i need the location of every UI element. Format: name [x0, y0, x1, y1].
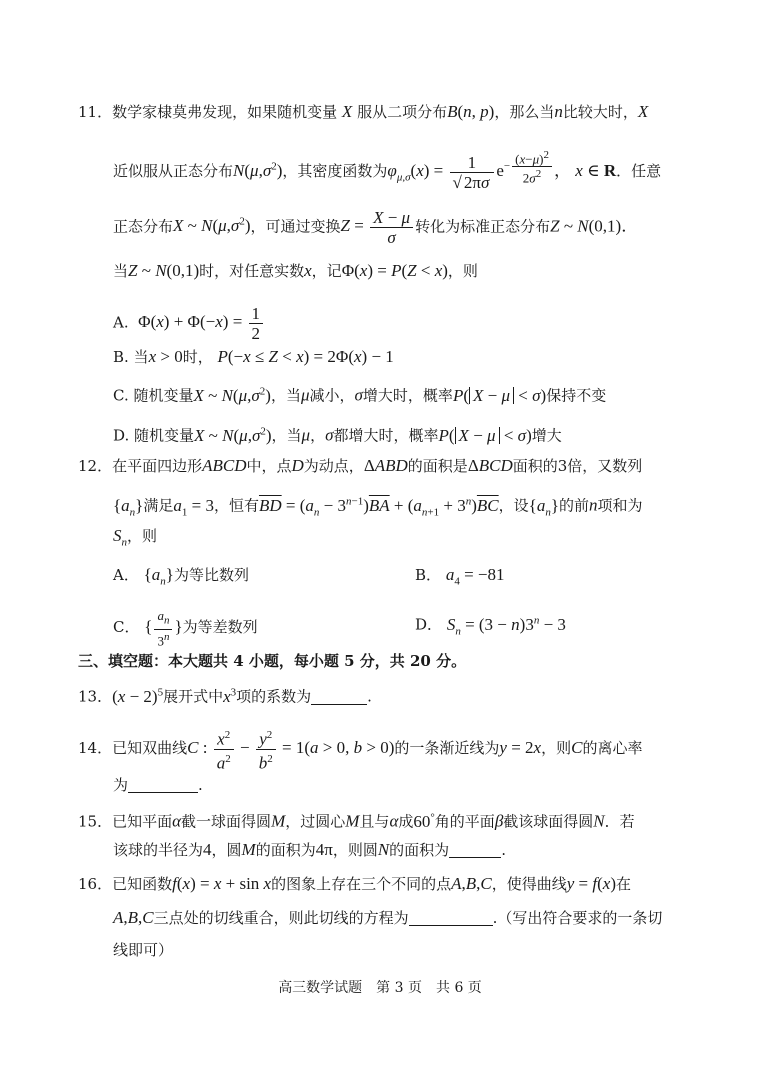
q13-line: 13．$(x - 2)^5$展开式中$x^3$项的系数为 .	[78, 686, 372, 706]
section-heading-fill-in: 三、填空题：本大题共 4 小题，每小题 5 分，共 20 分。	[78, 652, 467, 670]
q16-line-1: 16．已知函数f(x) = x + sin x的图象上存在三个不同的点A,B,C，使得曲线y = f(x)在	[78, 874, 632, 893]
q11-line-1: 11．数学家棣莫弗发现，如果随机变量 X 服从二项分布B(n, p)，那么当n比较大时，X	[78, 102, 649, 121]
q12-option-c: C． { $\frac{a_n}{3^n}$ }为等差数列	[113, 608, 258, 648]
q16-line-2: A,B,C三点处的切线重合，则此切线的方程为 .（写出符合要求的一条切	[113, 908, 663, 927]
q12-line-1: 12．在平面四边形ABCD中，点D为动点，ΔABD的面积是ΔBCD面积的3倍，又数列	[78, 456, 643, 475]
q12-option-a: A． $\{a_n\}$为等比数列	[113, 565, 249, 588]
q13-answer-blank[interactable]	[311, 688, 367, 705]
q16-answer-blank[interactable]	[409, 909, 493, 926]
q14-number: 14．	[78, 739, 113, 758]
q15-line-2: 该球的半径为4，圆M的面积为4π，则圆N的面积为 .	[113, 840, 506, 859]
q13-number: 13．	[78, 687, 113, 706]
q12-line-3: $S_n$，则	[113, 526, 158, 549]
q11-option-c: C. 随机变量X ~ $N(\mu,\sigma^2)$，当μ减小，σ增大时，概率P( X − μ < σ)保持不变	[113, 385, 607, 405]
page-footer: 高三数学试题 第 3 页 共 6 页	[278, 980, 482, 996]
q11-option-d: D. 随机变量X ~ $N(\mu,\sigma^2)$，当μ，σ都增大时，概率P( X − μ < σ)增大	[113, 425, 562, 445]
q12-option-b: B． $a_4 = -81$	[415, 565, 505, 588]
q15-line-1: 15．已知平面α截一球面得圆M，过圆心M且与α成60°角的平面β截该球面得圆N．若	[78, 811, 635, 831]
q15-number: 15．	[78, 812, 113, 831]
q11-option-a: A. Φ(x) + Φ(−x) = $\frac{1}{2}$	[113, 304, 265, 343]
q14-line-1: 14．已知双曲线C : $\frac{x^2}{a^2}$ − $\frac{y^2}{b^2}$ = 1(a > 0, b > 0)的一条渐近线为y = 2x，则C的离心率	[78, 726, 642, 772]
standardize-fraction: $\frac{X - \mu}{\sigma}$	[370, 208, 413, 247]
q12-line-2: $\{a_n\}$满足$a_1 = 3$，恒有$\overline{BD} = (a_n - 3^{n-1})\overline{BA} + (a_{n+1} + 3^n)\overline{BC}$，设$\{a_n\}$的前n项和为	[113, 495, 643, 519]
q16-line-3: 线即可）	[113, 941, 174, 959]
density-fraction: $\frac{1}{√ 2\pi\sigma}$	[450, 153, 495, 192]
q11-number: 11．	[78, 103, 113, 121]
q12-number: 12．	[78, 457, 113, 475]
q11-line-2: 近似服从正态分布$N(\mu,\sigma^2)$，其密度函数为$\varphi_{\mu,\sigma}(x)$ = $\frac{1}{√ 2\pi\sigma}$ $e^{- \frac{(x-\mu)^2}{2\sigma^2}}$ ， x ∈ R．任意	[113, 149, 662, 192]
q14-line-2: 为 .	[113, 776, 203, 794]
q11-line-4: 当Z ~ N(0,1)时，对任意实数x，记Φ(x) = P(Z < x)，则	[113, 261, 478, 280]
q15-answer-blank[interactable]	[449, 841, 501, 858]
q12-option-d: D． $S_n = (3 - n)3^n - 3$	[415, 614, 566, 638]
q11-option-b: B. 当x > 0时， P(−x ≤ Z < x) = 2Φ(x) − 1	[113, 347, 394, 366]
q11-line-3: 正态分布X ~ $N(\mu,\sigma^2)$，可通过变换Z = $\frac{X - \mu}{\sigma}$ 转化为标准正态分布Z ~ N(0,1)．	[113, 208, 639, 247]
q14-answer-blank[interactable]	[128, 776, 198, 793]
q16-number: 16．	[78, 875, 113, 893]
